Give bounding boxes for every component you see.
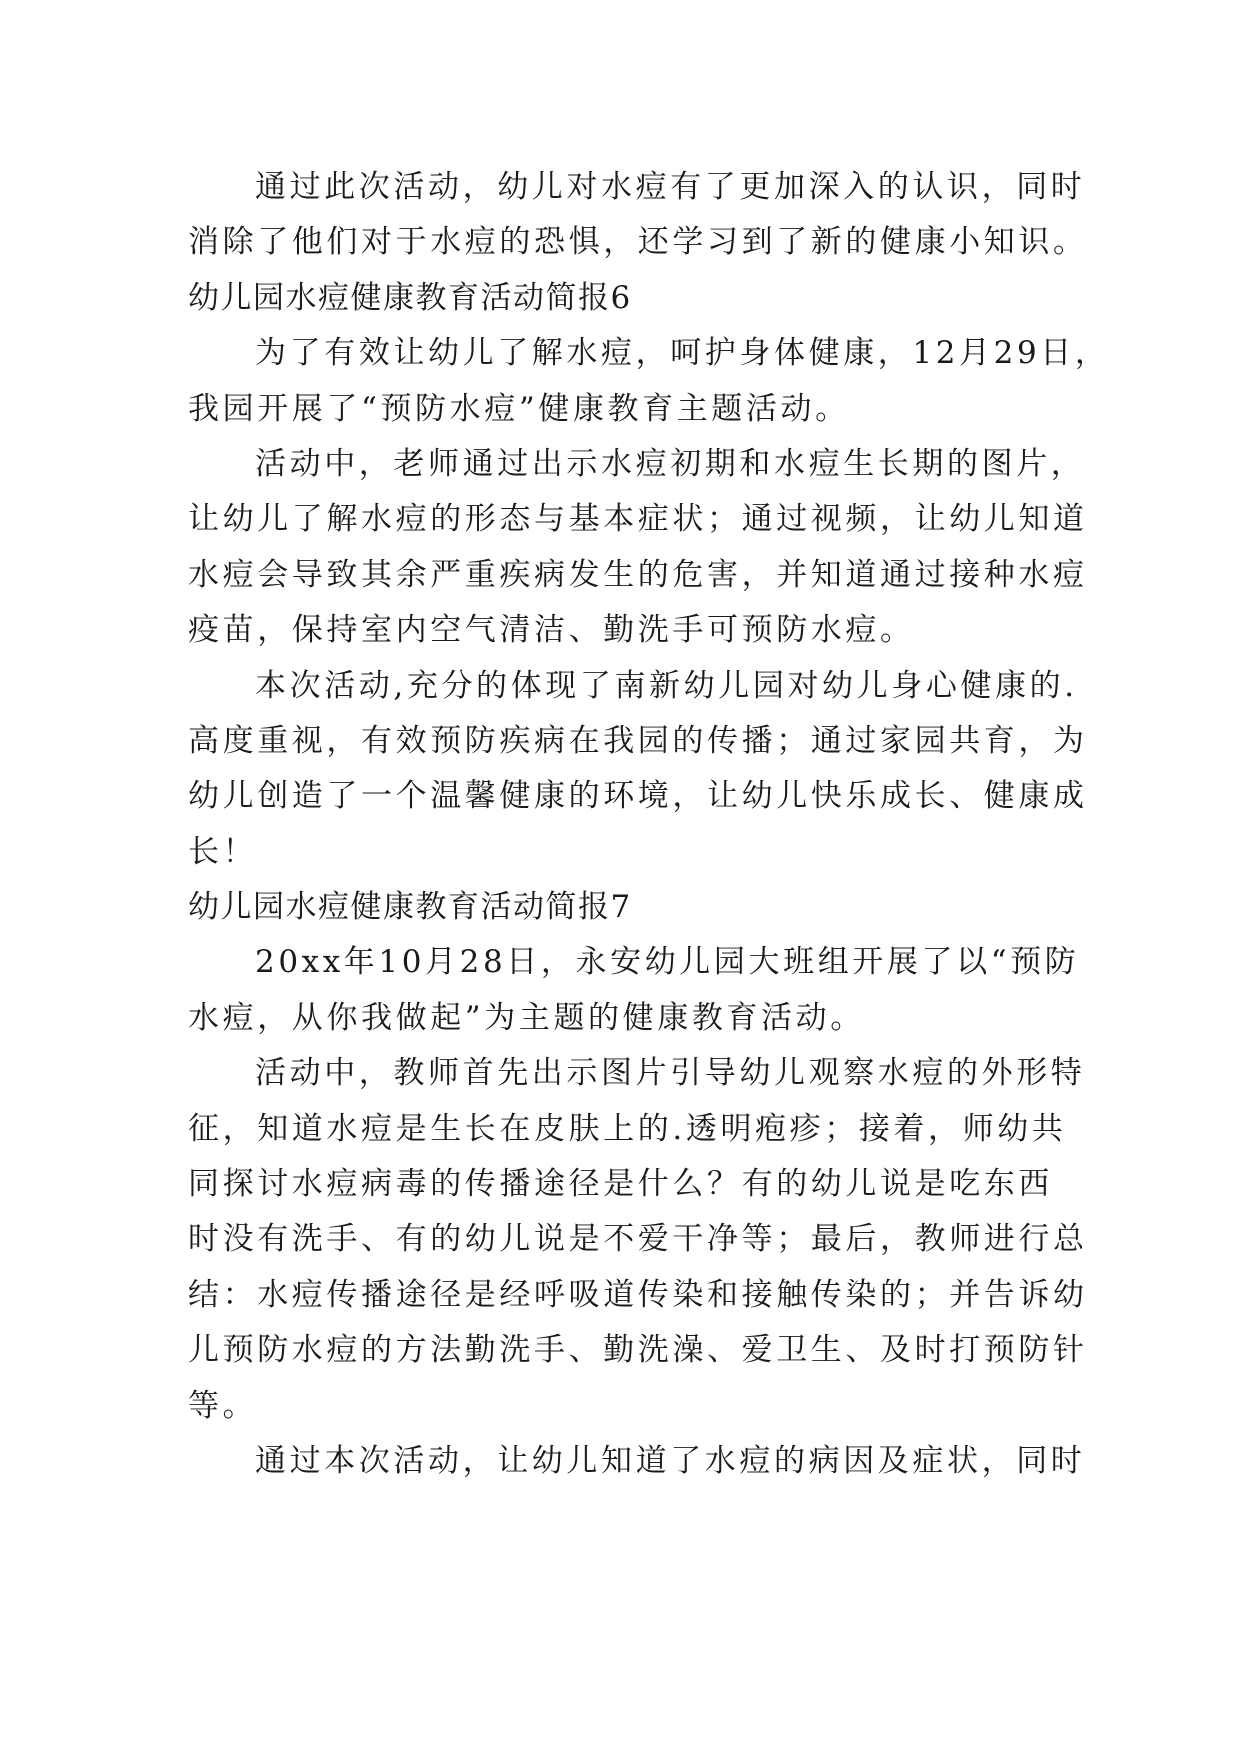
paragraph-line: 结：水痘传播途径是经呼吸道传染和接触传染的；并告诉幼 [188, 1276, 1088, 1313]
paragraph-line: 高度重视，有效预防疾病在我园的传播；通过家园共育，为 [188, 722, 1088, 759]
paragraph-line: 为了有效让幼儿了解水痘，呵护身体健康，12月29日， [255, 335, 1110, 372]
paragraph-line: 幼儿创造了一个温馨健康的环境，让幼儿快乐成长、健康成 [188, 778, 1088, 815]
paragraph-line: 本次活动,充分的体现了南新幼儿园对幼儿身心健康的. [255, 667, 1078, 704]
paragraph-line: 长！ [188, 833, 258, 870]
paragraph-line: 水痘，从你我做起”为主题的健康教育活动。 [188, 999, 865, 1036]
paragraph-line: 时没有洗手、有的幼儿说是不爱干净等；最后，教师进行总 [188, 1221, 1088, 1258]
paragraph-line: 同探讨水痘病毒的传播途径是什么？有的幼儿说是吃东西 [188, 1166, 1053, 1203]
section-heading: 幼儿园水痘健康教育活动简报6 [188, 279, 632, 316]
paragraph-line: 疫苗，保持室内空气清洁、勤洗手可预防水痘。 [188, 612, 915, 649]
paragraph-line: 消除了他们对于水痘的恐惧，还学习到了新的健康小知识。 [188, 224, 1088, 261]
paragraph-line: 活动中，教师首先出示图片引导幼儿观察水痘的外形特 [255, 1055, 1086, 1092]
paragraph-line: 20xx年10月28日，永安幼儿园大班组开展了以“预防 [255, 944, 1080, 981]
paragraph-line: 通过本次活动，让幼儿知道了水痘的病因及症状，同时 [255, 1442, 1086, 1479]
paragraph-line: 我园开展了“预防水痘”健康教育主题活动。 [188, 390, 850, 427]
paragraph-line: 等。 [188, 1387, 258, 1424]
paragraph-line: 水痘会导致其余严重疾病发生的危害，并知道通过接种水痘 [188, 556, 1088, 593]
paragraph-line: 儿预防水痘的方法勤洗手、勤洗澡、爱卫生、及时打预防针 [188, 1332, 1088, 1369]
paragraph-line: 通过此次活动，幼儿对水痘有了更加深入的认识，同时 [255, 169, 1086, 205]
section-heading: 幼儿园水痘健康教育活动简报7 [188, 889, 632, 926]
paragraph-line: 活动中，老师通过出示水痘初期和水痘生长期的图片， [255, 445, 1086, 482]
paragraph-line: 让幼儿了解水痘的形态与基本症状；通过视频，让幼儿知道 [188, 501, 1088, 538]
paragraph-line: 征，知道水痘是生长在皮肤上的.透明疱疹；接着，师幼共 [188, 1110, 1067, 1147]
